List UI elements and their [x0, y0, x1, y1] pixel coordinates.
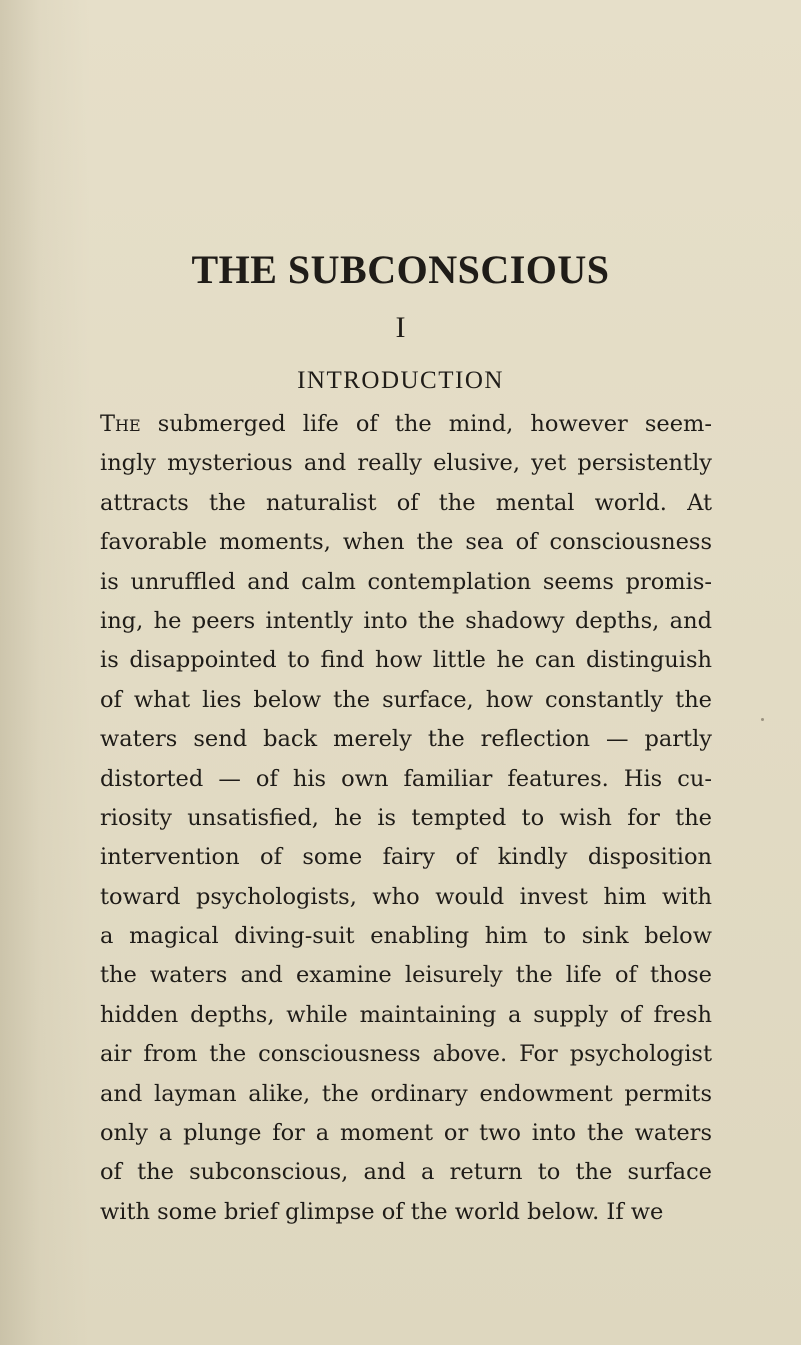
paragraph-line: ingly mysterious and really elusive, yet persistently: [100, 450, 712, 477]
body-paragraph: [100, 405, 712, 1232]
book-title: THE SUBCONSCIOUS: [191, 247, 610, 292]
paragraph-line: riosity unsatisfied, he is tempted to wish for the: [100, 804, 712, 831]
paragraph-line: ing, he peers intently into the shadowy depths, and: [100, 607, 712, 634]
paragraph-line: intervention of some fairy of kindly disposition: [100, 844, 712, 871]
paragraph-line: favorable moments, when the sea of consciousness: [100, 529, 712, 556]
paragraph-line: of the subconscious, and a return to the surface: [100, 1159, 712, 1186]
line-text: submerged life of the mind, however seem-: [140, 411, 712, 437]
paragraph-line: of what lies below the surface, how constantly the: [100, 686, 712, 713]
paragraph-line: air from the consciousness above. For psychologist: [100, 1041, 712, 1068]
paragraph-line: a magical diving-suit enabling him to sink below: [100, 923, 712, 950]
chapter-title: INTRODUCTION: [297, 367, 504, 394]
paragraph-line: toward psychologists, who would invest him with: [100, 883, 712, 910]
paragraph-line: only a plunge for a moment or two into the waters: [100, 1120, 712, 1147]
paragraph-line: [100, 405, 712, 444]
paragraph-line: the waters and examine leisurely the life of those: [100, 962, 712, 989]
paragraph-line: with some brief glimpse of the world below. If we: [100, 1198, 664, 1225]
paragraph-line: and layman alike, the ordinary endowment permits: [100, 1080, 712, 1107]
chapter-number: I: [395, 311, 406, 344]
paragraph-line: is disappointed to find how little he can distinguish: [100, 647, 712, 674]
paragraph-line: is unruffled and calm contemplation seems promis-: [100, 568, 712, 595]
paper-speck: [761, 718, 764, 721]
paragraph-line: waters send back merely the reflection — partly: [100, 726, 712, 753]
paragraph-line: attracts the naturalist of the mental world. At: [100, 489, 712, 516]
first-word: The: [100, 411, 141, 437]
paragraph-line: hidden depths, while maintaining a supply of fresh: [100, 1001, 712, 1028]
paragraph-line: distorted — of his own familiar features. His cu-: [100, 765, 712, 792]
